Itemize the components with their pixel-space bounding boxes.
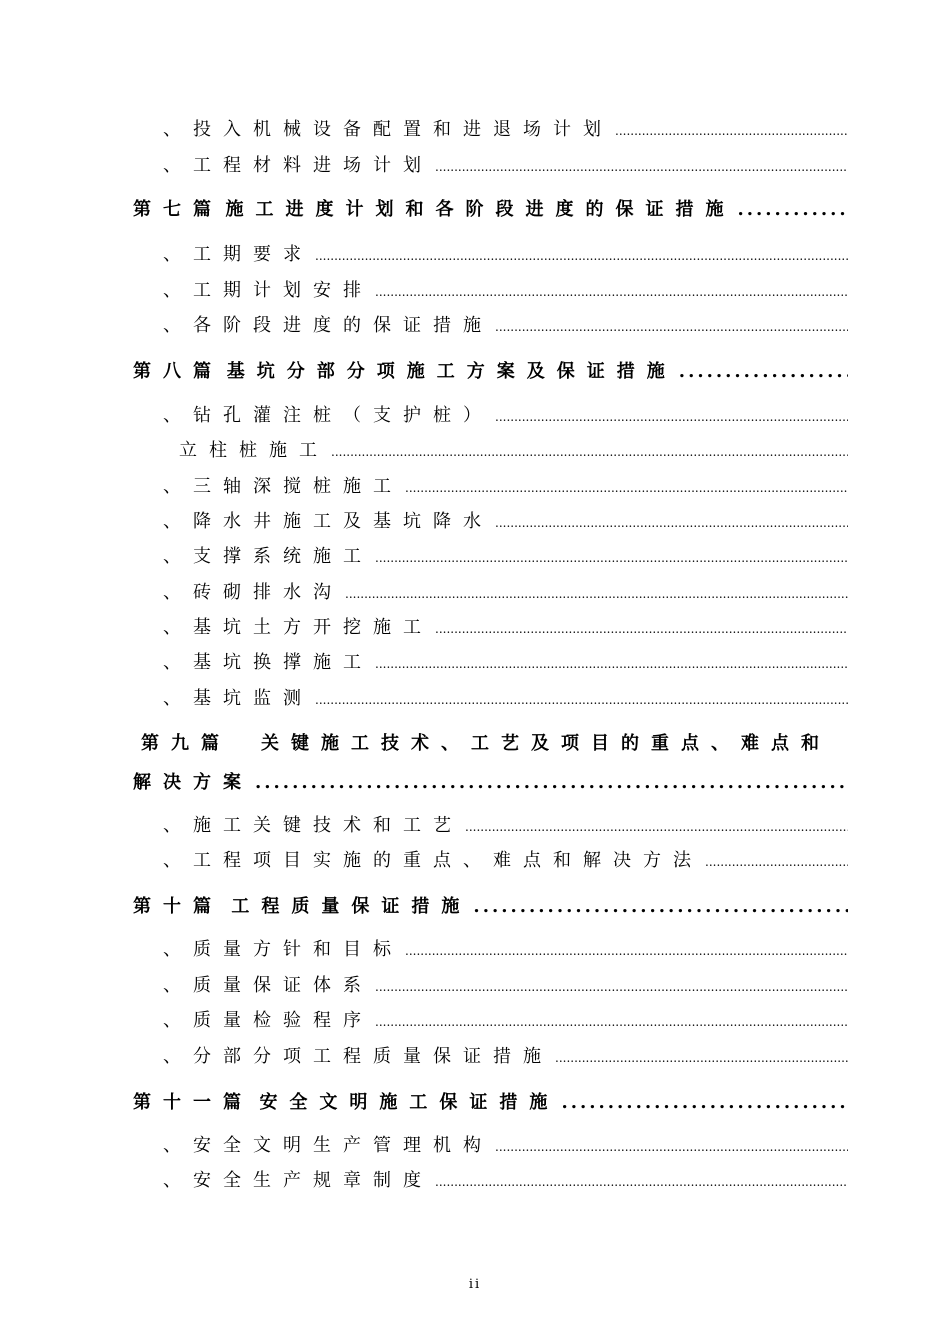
toc-entry[interactable]: [163, 1170, 848, 1193]
toc-entry[interactable]: [163, 244, 848, 267]
chapter-title-continued: 解决方案: [133, 772, 253, 793]
toc-chapter-entry[interactable]: [133, 361, 848, 383]
toc-entry[interactable]: [163, 476, 848, 499]
chapter-label: 第十一篇: [133, 1092, 253, 1113]
toc-entry-title: 、三轴深搅桩施工: [163, 476, 403, 497]
dot-leader: [315, 689, 848, 711]
toc-entry-title: 、砖砌排水沟: [163, 582, 343, 603]
toc-entry[interactable]: [163, 1046, 848, 1069]
dot-leader: [435, 618, 848, 640]
dot-leader: [435, 1171, 848, 1193]
toc-entry-title: 、基坑土方开挖施工: [163, 617, 433, 638]
toc-entry[interactable]: [163, 315, 848, 338]
toc-entry-title: 、投入机械设备配置和进退场计划: [163, 119, 613, 140]
toc-entry[interactable]: [163, 815, 848, 838]
toc-entry-title: 立柱桩施工: [179, 440, 329, 461]
toc-chapter-entry[interactable]: [133, 772, 848, 794]
dot-leader: [473, 896, 848, 918]
toc-entry[interactable]: [163, 1010, 848, 1033]
dot-leader: [737, 199, 848, 221]
toc-entry-title: 、支撑系统施工: [163, 546, 373, 567]
toc-entry-title: 、安全文明生产管理机构: [163, 1135, 493, 1156]
dot-leader: [405, 940, 848, 962]
dot-leader: [345, 583, 848, 605]
toc-chapter-entry[interactable]: [133, 896, 848, 918]
dot-leader: [679, 361, 848, 383]
dot-leader: [375, 653, 848, 675]
dot-leader: [561, 1092, 848, 1114]
toc-entry-title: 、工程项目实施的重点、难点和解决方法: [163, 850, 703, 871]
dot-leader: [375, 547, 848, 569]
dot-leader: [705, 851, 848, 873]
toc-entry-title: 、分部分项工程质量保证措施: [163, 1046, 553, 1067]
dot-leader: [615, 120, 848, 142]
toc-entry[interactable]: [163, 546, 848, 569]
toc-chapter-entry[interactable]: [133, 199, 848, 221]
dot-leader: [315, 245, 848, 267]
toc-entry[interactable]: [163, 652, 848, 675]
toc-chapter-entry[interactable]: [133, 1092, 848, 1114]
toc-entry[interactable]: [163, 617, 848, 640]
dot-leader: [255, 772, 848, 794]
chapter-title: 工程质量保证措施: [231, 896, 472, 917]
chapter-title: 安全文明施工保证措施: [259, 1092, 560, 1113]
toc-entry[interactable]: [163, 1135, 848, 1158]
toc-entry-title: 、工程材料进场计划: [163, 155, 433, 176]
toc-entry[interactable]: [163, 939, 848, 962]
toc-entry-title: 、钻孔灌注桩（支护桩）: [163, 405, 493, 426]
toc-entry[interactable]: [163, 405, 848, 428]
toc-entry[interactable]: [163, 850, 848, 873]
toc-entry-title: 、各阶段进度的保证措施: [163, 315, 493, 336]
toc-chapter-entry[interactable]: [141, 733, 848, 755]
toc-entry-title: 、基坑监测: [163, 688, 313, 709]
dot-leader: [495, 316, 848, 338]
dot-leader: [495, 512, 848, 534]
dot-leader: [375, 976, 848, 998]
toc-entry[interactable]: [163, 511, 848, 534]
dot-leader: [435, 156, 848, 178]
toc-entry-title: 、质量检验程序: [163, 1010, 373, 1031]
toc-entry-title: 、工期计划安排: [163, 280, 373, 301]
chapter-title: 施工进度计划和各阶段进度的保证措施: [225, 199, 736, 220]
toc-entry-title: 、安全生产规章制度: [163, 1170, 433, 1191]
chapter-label: 第十篇: [133, 896, 223, 917]
toc-entry-title: 、质量保证体系: [163, 975, 373, 996]
toc-entry[interactable]: [163, 582, 848, 605]
chapter-label: 第八篇: [133, 361, 223, 382]
toc-entry[interactable]: [163, 975, 848, 998]
chapter-title: 基坑分部分项施工方案及保证措施: [226, 361, 677, 382]
toc-entry-title: 、降水井施工及基坑降水: [163, 511, 493, 532]
chapter-label: 第九篇: [141, 733, 231, 754]
toc-entry[interactable]: [163, 280, 848, 303]
toc-entry-title: 、施工关键技术和工艺: [163, 815, 463, 836]
dot-leader: [465, 816, 848, 838]
toc-entry[interactable]: [163, 119, 848, 142]
toc-entry[interactable]: [163, 155, 848, 178]
dot-leader: [375, 1011, 848, 1033]
toc-entry[interactable]: [179, 440, 848, 463]
chapter-label: 第七篇: [133, 199, 223, 220]
toc-entry-title: 、基坑换撑施工: [163, 652, 373, 673]
dot-leader: [495, 1136, 848, 1158]
dot-leader: [495, 406, 848, 428]
toc-entry-title: 、工期要求: [163, 244, 313, 265]
dot-leader: [331, 441, 848, 463]
dot-leader: [375, 281, 848, 303]
page-number: ii: [468, 1277, 482, 1292]
dot-leader: [555, 1047, 848, 1069]
toc-entry-title: 、质量方针和目标: [163, 939, 403, 960]
toc-entry[interactable]: [163, 688, 848, 711]
dot-leader: [405, 477, 848, 499]
chapter-title: 关键施工技术、工艺及项目的重点、难点和: [261, 733, 831, 754]
